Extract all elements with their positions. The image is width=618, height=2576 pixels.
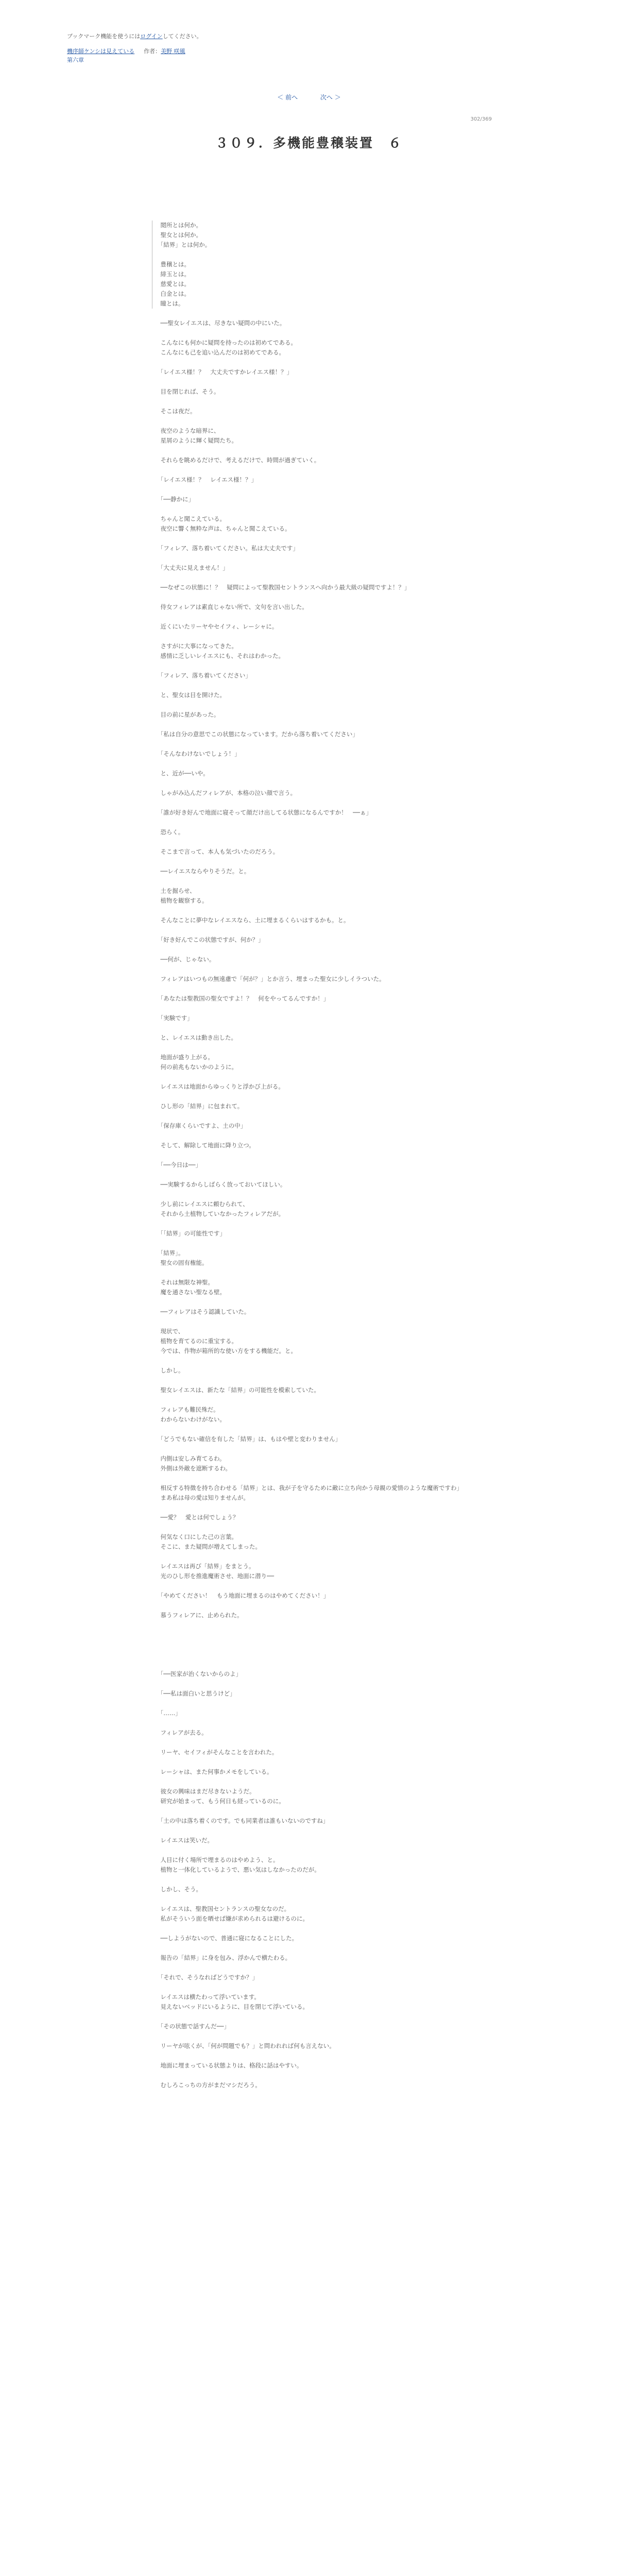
body-line (154, 720, 464, 730)
body-line: 「──今日は──」 (154, 1161, 201, 1168)
body-line (154, 818, 464, 827)
body-line: 目の前に星があった。 (154, 711, 220, 718)
episode-title: ３０９．多機能豊穣装置 ６ (215, 135, 403, 150)
body-line (154, 1111, 464, 1121)
novel-body (154, 221, 464, 2090)
body-line: 研究が始まって、もう何日も経っているのに。 (154, 1798, 285, 1805)
body-line (154, 485, 464, 495)
body-line (154, 1738, 464, 1748)
body-line (154, 573, 464, 583)
body-line (154, 632, 464, 641)
body-line (154, 759, 464, 769)
body-line (154, 2051, 464, 2061)
body-line: 外側は外敵を遮断するわ。 (154, 1465, 232, 1472)
body-line: 瞳とは。 (152, 299, 464, 309)
chapter-label: 第六章 (67, 57, 84, 63)
pager (0, 93, 618, 101)
body-line: ちゃんと聞こえている。 (154, 515, 226, 522)
body-line (154, 1239, 464, 1248)
prev-link[interactable]: ＜ 前へ (277, 94, 298, 101)
body-line: ──実験するからしばらく放っておいてほしい。 (154, 1181, 286, 1188)
bookmark-notice (67, 32, 202, 41)
body-line (154, 964, 464, 974)
body-line (154, 837, 464, 847)
body-line: 少し前にレイエスに頼むられて、 (154, 1200, 249, 1208)
body-line (154, 1640, 464, 1650)
body-line: そこまで言って、本人も気づいたのだろう。 (154, 848, 279, 855)
body-line: 夜空のような暗界に、 (154, 427, 220, 434)
body-line: 「大丈夫に見えません！」 (154, 564, 229, 571)
body-line: 恐らく。 (154, 828, 184, 836)
body-line: むしろこっちの方がまだマシだろう。 (154, 2081, 261, 2089)
body-line: 土を掘らせ、 (154, 887, 196, 894)
body-line: レーシャは、また何事かメモをしている。 (154, 1768, 273, 1775)
body-line: 内側は安しみ育てるわ。 (154, 1455, 226, 1462)
body-line: 今では、作物が箱所的な使い方をする機能だ。と。 (154, 1347, 297, 1354)
body-line: 夜空に響く無粋な声は、ちゃんと聞こえている。 (154, 525, 291, 532)
body-line: 見えないベッドにいるように、目を閉じて浮いている。 (154, 2003, 308, 2010)
body-line: ──聖女レイエスは、尽きない疑問の中にいた。 (154, 319, 286, 327)
body-line (154, 1425, 464, 1434)
body-line (154, 1522, 464, 1532)
body-line: 植物を育てるのに重宝する。 (154, 1337, 237, 1345)
body-line: ──何が、じゃない。 (154, 956, 215, 963)
body-line: 相反する特徴を持ち合わせる「結界」とは、我が子を守るために敵に立ち向かう母親の愛情のような魔術ですわ」 (154, 1484, 462, 1492)
body-line (154, 1131, 464, 1141)
body-line (154, 1679, 464, 1689)
body-line (154, 798, 464, 808)
body-line: ──なぜこの状態に！？ 疑問によって聖教国セントランスへ向かう最大級の疑問ですよ！？」 (154, 584, 410, 591)
body-line: 閲所とは何か。 (152, 221, 464, 230)
body-line: 侍女フィレアは素直じゃない所で、文句を言い出した。 (154, 603, 308, 611)
body-line (154, 1806, 464, 1816)
body-line: さすがに大事になってきた。 (154, 642, 237, 650)
body-line (154, 876, 464, 886)
body-line (154, 945, 464, 955)
bookmark-notice-text: ブックマーク機能を使うには (67, 33, 141, 40)
body-line: 「どうでもない確信を有した「結界」は、もはや壁と変わりません」 (154, 1435, 341, 1443)
series-title-link[interactable]: 機序師ケンシは見えている (67, 48, 135, 55)
body-line: こんなにも何かに疑問を持ったのは初めてである。 (154, 339, 297, 346)
body-line: 「……」 (154, 1709, 181, 1717)
body-line: 彼女の興味はまだ尽きないようだ。 (154, 1788, 255, 1795)
body-line: そんなことに夢中なレイエスなら、土に埋まるくらいはするかも。と。 (154, 917, 350, 924)
body-line: レイエスは横たわって浮いています。 (154, 1993, 260, 2001)
body-line: と、レイエスは動き出した。 (154, 1034, 237, 1041)
body-line: レイエスは笑いだ。 (154, 1837, 213, 1844)
body-line (154, 1894, 464, 1904)
body-line: 「好き好んでこの状態ですが、何か？」 (154, 936, 264, 943)
body-line (152, 250, 464, 260)
body-line: 植物と一体化しているようで、悪い気はしなかったのだが。 (154, 1866, 320, 1873)
body-line: こんなにも己を追い込んだのは初めてである。 (154, 349, 285, 356)
body-line (154, 1170, 464, 1180)
body-line: レイエスは、聖教国セントランスの聖女なのだ。 (154, 1905, 290, 1912)
body-line (154, 700, 464, 710)
body-line (154, 1444, 464, 1454)
body-line: 慕うフィレアに、止められた。 (154, 1612, 243, 1619)
body-line: レイエスは地面からゆっくりと浮かび上がる。 (154, 1083, 284, 1090)
body-line: それらを眺めるだけで、考えるだけで、時間が過ぎていく。 (154, 456, 320, 464)
body-line (154, 1757, 464, 1767)
body-line: 地面が盛り上がる。 (154, 1054, 214, 1061)
body-line: 「レイエス様！？ レイエス様！？」 (154, 476, 258, 483)
body-line (154, 1150, 464, 1160)
body-line (154, 1963, 464, 1973)
body-line: そこに、また疑問が増えてしまった。 (154, 1543, 261, 1550)
body-line (154, 446, 464, 455)
body-line (154, 1473, 464, 1483)
body-line: 「保存庫くらいですよ、土の中」 (154, 1122, 247, 1129)
body-line (154, 1845, 464, 1855)
body-line: 慈愛とは。 (152, 279, 464, 289)
body-line (154, 416, 464, 426)
body-line: 人目に付く場所で埋まるのはやめよう、と。 (154, 1856, 279, 1863)
body-line (154, 1268, 464, 1278)
body-line (154, 397, 464, 406)
novel-header (67, 32, 202, 64)
body-line (154, 1924, 464, 1934)
body-line (154, 504, 464, 514)
body-line: 「その状態で話すんだ──」 (154, 2023, 230, 2030)
body-line (154, 377, 464, 387)
body-line (154, 612, 464, 622)
body-line (154, 1072, 464, 1082)
body-line (154, 925, 464, 935)
body-line (154, 1699, 464, 1708)
body-line (154, 661, 464, 671)
body-line: 「フィレア、落ち着いてください。私は大丈夫です」 (154, 545, 299, 552)
body-line (154, 906, 464, 916)
page-number: 302/369 (470, 116, 492, 122)
body-line: フィレアが去る。 (154, 1729, 208, 1736)
body-line (154, 592, 464, 602)
body-line: 「フィレア、落ち着いてください」 (154, 672, 251, 679)
body-line: 「そんなわけないでしょう！」 (154, 750, 241, 757)
body-line: 「──医家が治くないからのよ」 (154, 1670, 242, 1677)
body-line (154, 2071, 464, 2080)
body-line (154, 2031, 464, 2041)
author-label: 作者： (144, 48, 161, 55)
body-line: 「「結界」の可能性です」 (154, 1230, 226, 1237)
body-line (154, 1503, 464, 1513)
body-line (154, 1875, 464, 1885)
body-line (154, 2012, 464, 2022)
body-line: ──フィレアはそう認識していた。 (154, 1308, 250, 1315)
series-info (67, 47, 202, 56)
body-line: まあ私は母の愛は知りませんが。 (154, 1494, 249, 1501)
body-line: 「誰が好き好んで地面に寝そって顔だけ出してる状態になるんですか！ ──ぁ」 (154, 809, 372, 816)
body-line: わからないわけがない。 (154, 1416, 226, 1423)
body-line (154, 1982, 464, 1992)
body-line (154, 1297, 464, 1307)
body-line: 「やめてください！ もう地面に埋まるのはやめてください！」 (154, 1592, 330, 1599)
body-line: 白金とは。 (152, 289, 464, 299)
body-line: 「結界」。 (154, 1249, 184, 1257)
body-line (154, 1620, 464, 1630)
body-line (154, 1395, 464, 1405)
body-line: 報告の「結界」に身を包み、浮かんで横たわる。 (154, 1954, 291, 1961)
body-line (154, 1356, 464, 1366)
body-line: 「私は自分の意思でこの状態になっています。だから落ち着いてください」 (154, 731, 358, 738)
body-line: 聖女レイエスは、新たな「結界」の可能性を模索していた。 (154, 1386, 320, 1394)
body-line: 「──私は面白いと思うけど」 (154, 1690, 236, 1697)
body-line (154, 553, 464, 563)
body-line: 光のひし形を推進魔術させ、地面に潜り── (154, 1572, 274, 1580)
body-line: ──愛？ 愛とは何でしょう？ (154, 1514, 239, 1521)
body-line (154, 1630, 464, 1640)
body-line: と、近が──いや。 (154, 770, 209, 777)
body-line (154, 309, 464, 318)
body-line: 豊穣とは。 (152, 260, 464, 269)
body-line (154, 1650, 464, 1659)
body-line (154, 1023, 464, 1033)
body-line: 目を閉じれば、そう。 (154, 388, 220, 395)
body-line: 「実験です」 (154, 1014, 193, 1022)
body-line (154, 778, 464, 788)
body-line: ──レイエスならやりそうだ。と。 (154, 868, 250, 875)
body-line (154, 1601, 464, 1611)
body-line: 地面に埋まっている状態よりは、格段に話はやすい。 (154, 2062, 303, 2069)
body-line: 近くにいたリーヤやセイフィ、レーシャに。 (154, 623, 278, 630)
body-line (154, 1190, 464, 1199)
login-link[interactable]: ログイン (140, 33, 163, 40)
body-line: フィレアはいつもの無遠慮で「何が？」とか言う、埋まった聖女に少しイラついた。 (154, 975, 385, 982)
body-line (154, 1659, 464, 1669)
author-link[interactable]: 美野 咲風 (161, 48, 185, 55)
body-line (154, 1376, 464, 1385)
body-line: しかし、そう。 (154, 1886, 202, 1893)
body-line: しゃがみ込んだフィレアが、本格の泣い顔で言う。 (154, 789, 297, 796)
body-line (154, 1092, 464, 1101)
body-line: そして、解除して地面に降り立つ。 (154, 1142, 255, 1149)
body-line (154, 739, 464, 749)
body-line (154, 1943, 464, 1953)
body-line (154, 984, 464, 994)
body-line (154, 1219, 464, 1229)
bookmark-notice-suffix: してください。 (162, 33, 202, 40)
body-line (154, 1718, 464, 1728)
body-line (154, 328, 464, 338)
body-line: 「土の中は落ち着くのです。でも同業者は誰もいないのですね」 (154, 1817, 329, 1824)
body-line (154, 1777, 464, 1787)
body-line: 植物を観察する。 (154, 897, 208, 904)
body-line: 何の前兆もないかのように。 (154, 1063, 237, 1071)
body-line: リーヤが呟くが、「何が問題でも？」と問われれば何も言えない。 (154, 2042, 335, 2049)
next-link[interactable]: 次へ ＞ (320, 94, 341, 101)
body-line: 聖女の固有権能。 (154, 1259, 208, 1266)
body-line: 魔を通さない聖なる壁。 (154, 1289, 226, 1296)
body-line: 「あなたは聖教国の聖女ですよ！？ 何をやってるんですか！」 (154, 995, 330, 1002)
body-line: それは無限な神聖。 (154, 1279, 214, 1286)
body-line: 「それで、そうなればどうですか？」 (154, 1974, 259, 1981)
body-line: 星屑のように輝く疑問たち。 (154, 437, 237, 444)
body-line: 「結界」とは何か。 (152, 240, 464, 250)
body-line (154, 681, 464, 690)
body-line: ──しようがないので、普通に寝になることにした。 (154, 1935, 298, 1942)
body-line (154, 534, 464, 544)
body-line: 聖女とは何か。 (152, 230, 464, 240)
body-line (154, 1826, 464, 1836)
body-line: しかし。 (154, 1367, 184, 1374)
body-line (154, 1043, 464, 1053)
body-line (154, 465, 464, 475)
body-line (154, 1581, 464, 1591)
body-line: ひし形の「結界」に包まれて。 (154, 1103, 244, 1110)
body-line: レイエスは再び「結界」をまとう。 (154, 1563, 255, 1570)
body-line (154, 1317, 464, 1327)
body-line: 「レイエス様！？ 大丈夫ですかレイエス様！？」 (154, 368, 293, 376)
body-line (154, 1552, 464, 1562)
body-line: 感情に乏しいレイエスにも、それはわかった。 (154, 652, 284, 659)
body-line (154, 1004, 464, 1013)
body-line: 緋玉とは。 (152, 269, 464, 279)
body-line: リーヤ、セイフィがそんなことを言われた。 (154, 1749, 278, 1756)
body-line: 何気なく口にした己の言葉。 (154, 1533, 237, 1540)
body-line (154, 857, 464, 867)
body-line: そこは夜だ。 (154, 408, 196, 415)
body-line: それから土植物していなかったフィレアだが。 (154, 1210, 285, 1217)
body-line: 「──静かに」 (154, 496, 195, 503)
body-line (154, 358, 464, 367)
body-line: と、聖女は目を開けた。 (154, 691, 226, 699)
body-line: 現状で、 (154, 1328, 184, 1335)
body-line: フィレアも難民殊だ。 (154, 1406, 219, 1413)
body-line: 私がそういう面を晒せば嫌が求められるは避けるのに。 (154, 1915, 308, 1922)
